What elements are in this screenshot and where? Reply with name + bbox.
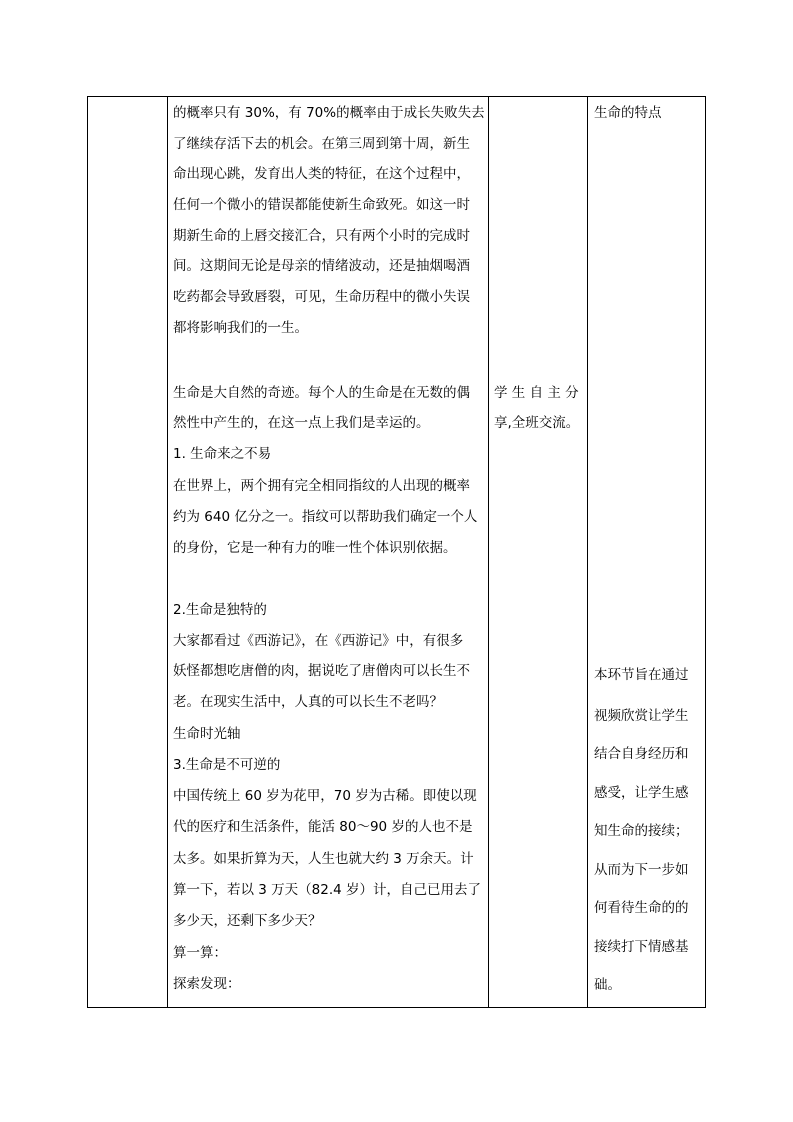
intent-line: 接续打下情感基 xyxy=(594,939,689,955)
content-line: 代的医疗和生活条件，能活 80～90 岁的人也不是 xyxy=(173,819,473,835)
section-heading: 3.生命是不可逆的 xyxy=(173,757,281,773)
content-line: 间。这期间无论是母亲的情绪波动，还是抽烟喝酒 xyxy=(173,258,470,274)
content-line: 生命是大自然的奇迹。每个人的生命是在无数的偶 xyxy=(173,385,470,401)
table-right-border xyxy=(705,96,706,1008)
column-divider-1 xyxy=(167,96,168,1008)
content-line: 算一下，若以 3 万天（82.4 岁）计，自己已用去了 xyxy=(173,882,482,898)
content-line: 命出现心跳，发育出人类的特征，在这个过程中， xyxy=(173,166,470,182)
design-intent-cell xyxy=(594,96,702,1006)
content-line: 算一算： xyxy=(173,945,227,961)
content-line: 老。在现实生活中，人真的可以长生不老吗？ xyxy=(173,694,443,710)
lesson-plan-table xyxy=(87,96,706,1008)
student-activity-cell xyxy=(494,96,584,1006)
intent-line: 结合自身经历和 xyxy=(594,746,689,762)
content-line: 探索发现： xyxy=(173,976,241,992)
intent-line: 础。 xyxy=(594,977,621,993)
intent-line: 本环节旨在通过 xyxy=(594,667,689,683)
intent-heading: 生命的特点 xyxy=(594,105,662,121)
content-line: 大家都看过《西游记》，在《西游记》中，有很多 xyxy=(173,633,464,649)
column-divider-3 xyxy=(587,96,588,1008)
intent-line: 视频欣赏让学生 xyxy=(594,708,689,724)
content-line: 然性中产生的，在这一点上我们是幸运的。 xyxy=(173,415,430,431)
content-line: 约为 640 亿分之一。指纹可以帮助我们确定一个人 xyxy=(173,509,478,525)
content-line: 多少天，还剩下多少天？ xyxy=(173,913,322,929)
content-line: 期新生命的上唇交接汇合，只有两个小时的完成时 xyxy=(173,228,470,244)
content-line: 都将影响我们的一生。 xyxy=(173,320,308,336)
section-heading: 1. 生命来之不易 xyxy=(173,446,272,462)
content-cell xyxy=(173,96,483,1006)
intent-line: 从而为下一步如 xyxy=(594,862,689,878)
content-line: 生命时光轴 xyxy=(173,726,241,742)
activity-line: 学 生 自 主 分 xyxy=(494,385,579,401)
content-line: 吃药都会导致唇裂，可见，生命历程中的微小失误 xyxy=(173,289,470,305)
activity-line: 享,全班交流。 xyxy=(494,415,580,431)
content-line: 任何一个微小的错误都能使新生命致死。如这一时 xyxy=(173,197,470,213)
table-bottom-border xyxy=(87,1007,706,1008)
content-line: 的身份，它是一种有力的唯一性个体识别依据。 xyxy=(173,540,457,556)
content-line: 太多。如果折算为天，人生也就大约 3 万余天。计 xyxy=(173,851,474,867)
intent-line: 何看待生命的的 xyxy=(594,900,689,916)
column-divider-2 xyxy=(488,96,489,1008)
content-line: 的概率只有 30%，有 70%的概率由于成长失败失去 xyxy=(173,105,485,121)
content-line: 在世界上，两个拥有完全相同指纹的人出现的概率 xyxy=(173,478,470,494)
content-line: 中国传统上 60 岁为花甲，70 岁为古稀。即使以现 xyxy=(173,788,477,804)
content-line: 了继续存活下去的机会。在第三周到第十周，新生 xyxy=(173,136,470,152)
intent-line: 感受，让学生感 xyxy=(594,785,689,801)
intent-line: 知生命的接续； xyxy=(594,823,689,839)
content-line: 妖怪都想吃唐僧的肉，据说吃了唐僧肉可以长生不 xyxy=(173,663,470,679)
section-heading: 2.生命是独特的 xyxy=(173,602,267,618)
table-left-border xyxy=(87,96,88,1008)
